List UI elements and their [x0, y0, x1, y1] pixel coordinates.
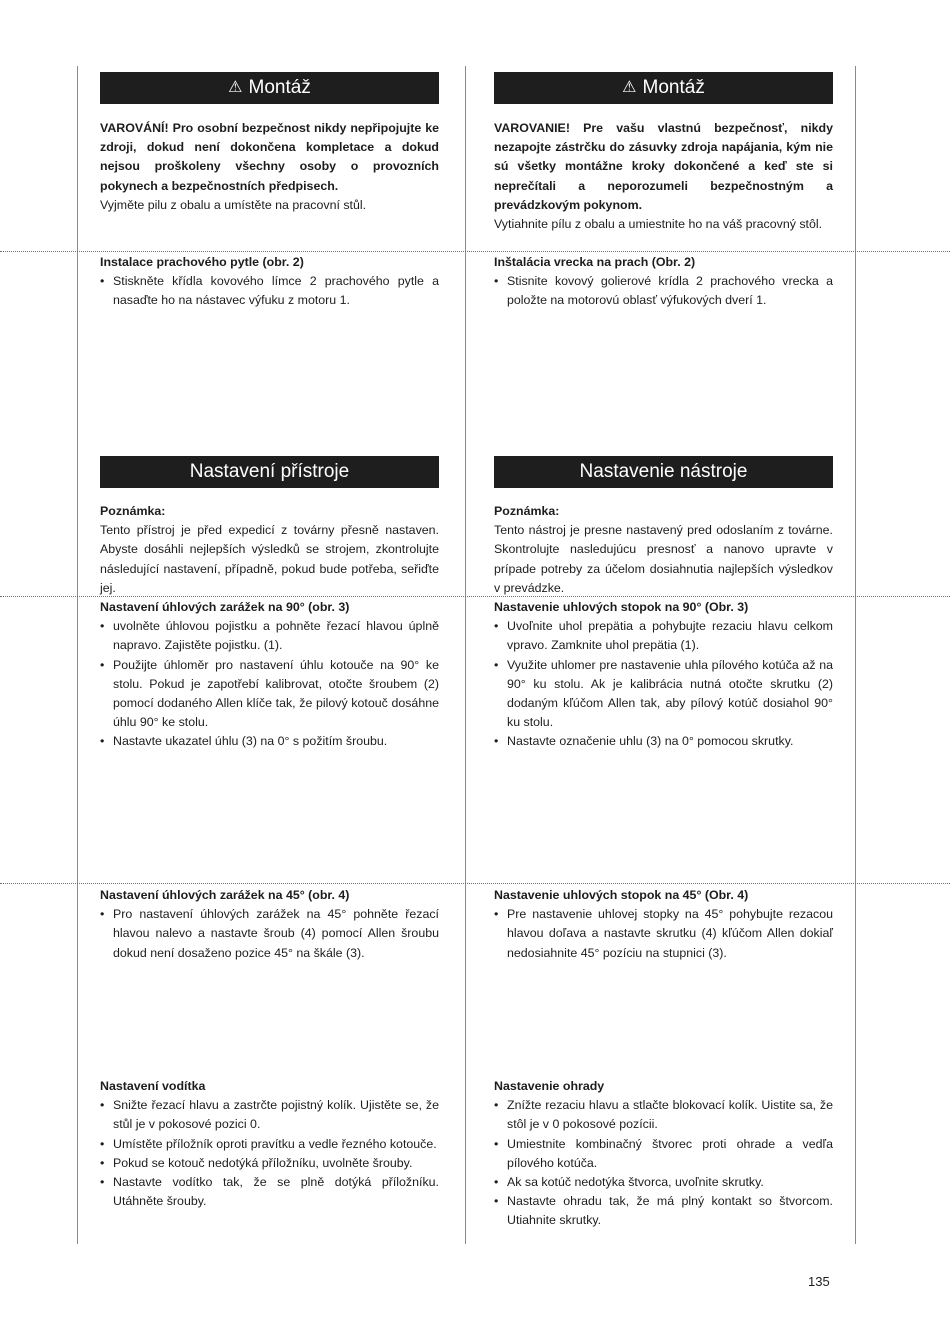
list-item: [494, 732, 833, 751]
bullet-marker: •: [494, 274, 499, 289]
section-heading: Inštalácia vrecka na prach (Obr. 2): [494, 255, 696, 269]
list-item: [100, 656, 439, 733]
note-text: Tento přístroj je před expedicí z továrny přesně nastaven. Abyste dosáhli nejlepších výsledků se strojem, zkontrolujte následující nastavení, případně, pokud bude potřeba, seřiďte jej.: [100, 523, 439, 595]
list-item-text: Nastavte ukazatel úhlu (3) na 0° s požitím šroubu.: [113, 734, 388, 749]
list-item-text: Snižte řezací hlavu a zastrčte pojistný kolík. Ujistěte se, že stůl je v pokosové pozici 0.: [113, 1098, 439, 1132]
bullet-list: [100, 1096, 439, 1211]
fence-section: [494, 1077, 833, 1231]
list-item-text: Pokud se kotouč nedotýká příložníku, uvolněte šrouby.: [113, 1155, 413, 1170]
list-item: [494, 905, 833, 963]
montaz-body: [494, 119, 833, 234]
banner-title: Montáž: [642, 77, 705, 98]
list-item: [494, 1135, 833, 1173]
warning-text: VAROVANIE! Pre vašu vlastnú bezpečnosť, nikdy nezapojte zástrčku do zásuvky zdroja napájania, kým nie sú všetky montážne kroky dokončené a keď ste si neprečítali a neporozumeli bezpečnostným a prevádzkovým pokynom.: [494, 121, 833, 212]
right-margin-line: [855, 66, 856, 1244]
list-item-text: uvolněte úhlovou pojistku a pohněte řezací hlavou úplně napravo. Zajistěte pojistku. (1).: [113, 619, 439, 653]
bullet-marker: •: [100, 1155, 105, 1170]
stops-90-section: [100, 598, 439, 752]
unpack-text: Vytiahnite pílu z obalu a umiestnite ho na váš pracovný stôl.: [494, 217, 823, 232]
list-item: [100, 1173, 439, 1211]
bullet-marker: •: [494, 1136, 499, 1151]
list-item: [100, 272, 439, 310]
bullet-list: [494, 1096, 833, 1230]
center-divider-line: [465, 66, 466, 1244]
list-item-text: Použijte úhloměr pro nastavení úhlu kotouče na 90° ke stolu. Pokud je zapotřebí kalibrovat, otočte šroubem (2) pomocí dodaného Allen klíče tak, že pilový kotouč dosáhne úhlu 90° ke stolu.: [113, 657, 439, 730]
list-item: [100, 732, 439, 751]
banner-title: Nastavení přístroje: [189, 461, 350, 482]
section-heading: Nastavení úhlových zarážek na 90° (obr. 3): [100, 600, 350, 614]
bullet-list: [494, 905, 833, 963]
list-item-text: Nastavte označenie uhlu (3) na 0° pomocou skrutky.: [507, 734, 794, 749]
dotted-separator-1: [0, 251, 950, 252]
list-item: [494, 1096, 833, 1134]
dust-bag-section: [100, 253, 439, 311]
dust-bag-section: [494, 253, 833, 311]
warning-text: VAROVÁNÍ! Pro osobní bezpečnost nikdy nepřipojujte ke zdroji, dokud není dokončena kompletace a dokud nejsou proškoleny všechny osoby o provozních pokynech a bezpečnostních předpisech.: [100, 121, 439, 193]
bullet-marker: •: [494, 619, 499, 634]
list-item-text: Využite uhlomer pre nastavenie uhla pílového kotúča až na 90° ku stolu. Ak je kalibrácia nutná otočte skrutku (2) dodaným kľúčom Allen tak, aby pílový kotúč dosiahol 90° ku stolu.: [507, 657, 833, 730]
list-item-text: Stisnite kovový golierové krídla 2 prachového vrecka a položte na motorovú oblasť výfukových dverí 1.: [507, 274, 833, 308]
section-banner-montaz: [100, 72, 439, 104]
section-heading: Nastavení úhlových zarážek na 45° (obr. 4): [100, 888, 350, 902]
fence-section: [100, 1077, 439, 1211]
list-item: [494, 1192, 833, 1230]
page-number: 135: [808, 1274, 830, 1289]
bullet-marker: •: [494, 1098, 499, 1113]
list-item: [494, 617, 833, 655]
bullet-marker: •: [494, 1194, 499, 1209]
list-item-text: Nastavte vodítko tak, že se plně dotýká příložníku. Utáhněte šrouby.: [113, 1175, 439, 1209]
list-item-text: Stiskněte křídla kovového límce 2 prachového pytle a nasaďte ho na nástavec výfuku z motoru 1.: [113, 274, 439, 308]
list-item: [494, 1173, 833, 1192]
left-margin-line: [77, 66, 78, 1244]
stops-90-section: [494, 598, 833, 752]
list-item: [100, 1096, 439, 1134]
bullet-marker: •: [100, 1175, 105, 1190]
setup-note: [494, 502, 833, 598]
list-item: [494, 656, 833, 733]
banner-title: Nastavenie nástroje: [579, 461, 748, 482]
bullet-marker: •: [494, 907, 499, 922]
stops-45-section: [100, 886, 439, 963]
warning-triangle-icon: ⚠: [228, 79, 243, 96]
list-item-text: Pro nastavení úhlových zarážek na 45° pohněte řezací hlavou nalevo a nastavte šroub (4) pomocí Allen šroubu dokud není dosaženo pozice 45° na škále (3).: [113, 907, 439, 960]
montaz-body: [100, 119, 439, 215]
section-heading: Nastavenie uhlových stopok na 90° (Obr. 3): [494, 600, 749, 614]
bullet-marker: •: [100, 1136, 105, 1151]
bullet-marker: •: [100, 734, 105, 749]
list-item-text: Nastavte ohradu tak, že má plný kontakt so štvorcom. Utiahnite skrutky.: [507, 1194, 833, 1228]
bullet-list: [494, 272, 833, 310]
bullet-marker: •: [100, 274, 105, 289]
section-heading: Instalace prachového pytle (obr. 2): [100, 255, 304, 269]
list-item: [100, 1154, 439, 1173]
note-text: Tento nástroj je presne nastavený pred odoslaním z továrne. Skontrolujte nasledujúcu presnosť a nanovo upravte v prípade potreby za účelom dosiahnutia najlepších výsledkov v prevádzke.: [494, 523, 833, 595]
list-item-text: Ak sa kotúč nedotýka štvorca, uvoľnite skrutky.: [507, 1175, 764, 1190]
note-label: Poznámka:: [100, 504, 166, 518]
banner-title: Montáž: [248, 77, 311, 98]
bullet-marker: •: [494, 657, 499, 672]
list-item: [100, 905, 439, 963]
bullet-marker: •: [100, 619, 105, 634]
section-heading: Nastavení vodítka: [100, 1079, 206, 1093]
bullet-list: [494, 617, 833, 751]
list-item-text: Uvoľnite uhol prepätia a pohybujte rezaciu hlavu celkom vpravo. Zamknite uhol prepätia (1).: [507, 619, 833, 653]
list-item: [100, 1135, 439, 1154]
setup-note: [100, 502, 439, 598]
list-item-text: Znížte rezaciu hlavu a stlačte blokovací kolík. Uistite sa, že stôl je v 0 pokosové pozícii.: [507, 1098, 833, 1132]
note-label: Poznámka:: [494, 504, 560, 518]
list-item-text: Pre nastavenie uhlovej stopky na 45° pohybujte rezacou hlavou doľava a nastavte skrutku (4) kľúčom Allen dokiaľ nedosiahnite 45° pozíciu na stupnici (3).: [507, 907, 833, 960]
bullet-marker: •: [100, 657, 105, 672]
warning-triangle-icon: ⚠: [622, 79, 637, 96]
section-banner-setup: [100, 456, 439, 488]
list-item-text: Umístěte příložník oproti pravítku a vedle řezného kotouče.: [113, 1136, 437, 1151]
bullet-marker: •: [494, 1175, 499, 1190]
bullet-marker: •: [100, 907, 105, 922]
bullet-marker: •: [100, 1098, 105, 1113]
section-heading: Nastavenie ohrady: [494, 1079, 605, 1093]
section-banner-montaz: [494, 72, 833, 104]
bullet-list: [100, 905, 439, 963]
list-item: [100, 617, 439, 655]
stops-45-section: [494, 886, 833, 963]
bullet-list: [100, 617, 439, 751]
list-item: [494, 272, 833, 310]
unpack-text: Vyjměte pilu z obalu a umístěte na pracovní stůl.: [100, 197, 367, 212]
section-heading: Nastavenie uhlových stopok na 45° (Obr. 4): [494, 888, 749, 902]
section-banner-setup: [494, 456, 833, 488]
dotted-separator-3: [0, 883, 950, 884]
bullet-list: [100, 272, 439, 310]
bullet-marker: •: [494, 734, 499, 749]
list-item-text: Umiestnite kombinačný štvorec proti ohrade a vedľa pílového kotúča.: [507, 1136, 833, 1170]
